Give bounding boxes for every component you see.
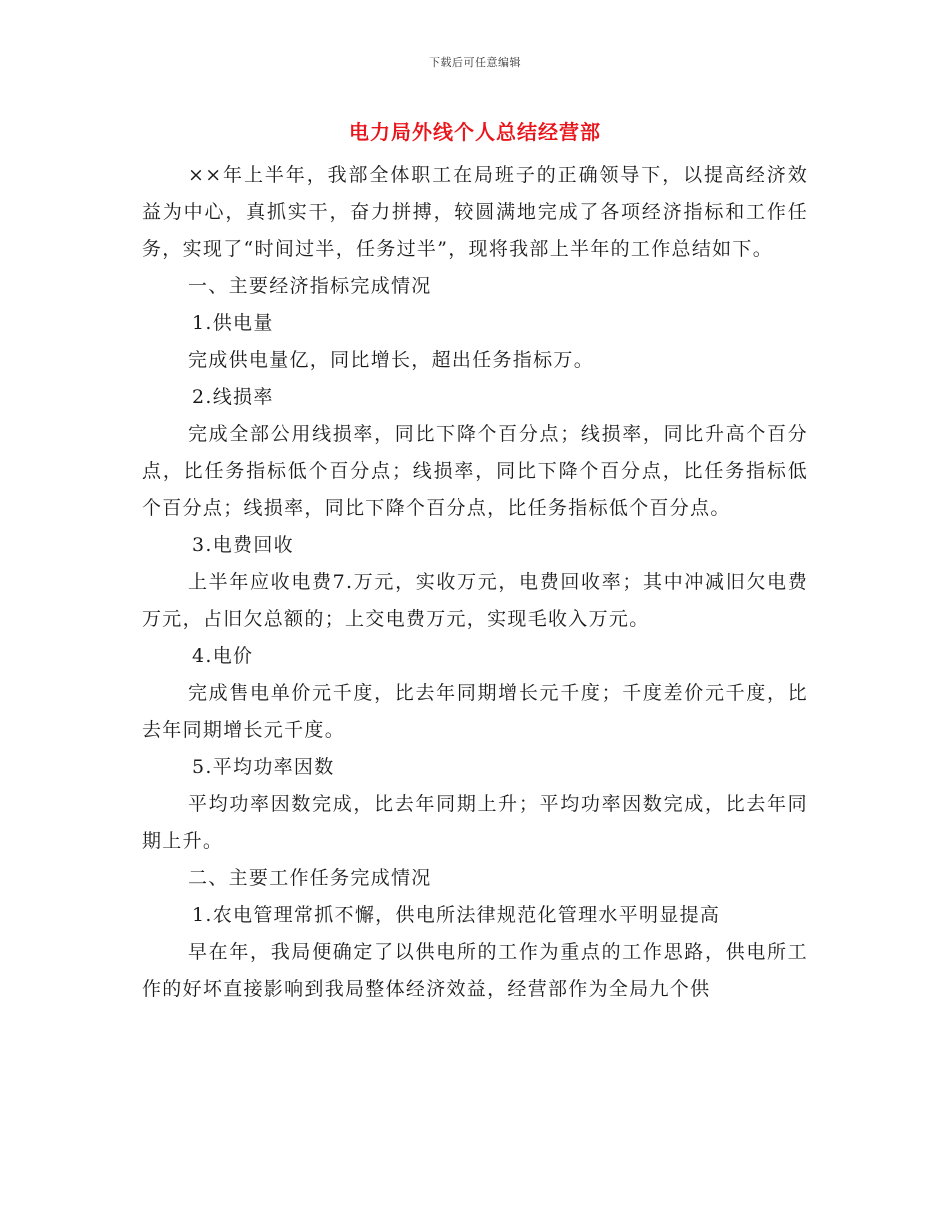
subheading-power-factor: 5.平均功率因数 bbox=[192, 756, 335, 778]
subheading-rural-management: 1.农电管理常抓不懈，供电所法律规范化管理水平明显提高 bbox=[192, 904, 721, 926]
paragraph-rural-management: 早在年，我局便确定了以供电所的工作为重点的工作思路，供电所工作的好坏直接影响到我局整体经济效益，经营部作为全局九个供 bbox=[142, 941, 808, 1000]
paragraph-intro: ××年上半年，我部全体职工在局班子的正确领导下，以提高经济效益为中心，真抓实干，奋力拼搏，较圆满地完成了各项经济指标和工作任务，实现了“时间过半，任务过半”，现将我部上半年的工作总结如下。 bbox=[142, 164, 808, 260]
paragraph-power-factor: 平均功率因数完成，比去年同期上升；平均功率因数完成，比去年同期上升。 bbox=[142, 793, 808, 852]
subheading-line-loss: 2.线损率 bbox=[192, 386, 274, 408]
section-heading-2: 二、主要工作任务完成情况 bbox=[188, 867, 432, 889]
subheading-fee-recovery: 3.电费回收 bbox=[192, 534, 294, 556]
subheading-price: 4.电价 bbox=[192, 645, 254, 667]
document-title: 电力局外线个人总结经营部 bbox=[349, 120, 601, 144]
header-note: 下载后可任意编辑 bbox=[429, 56, 521, 69]
document-body bbox=[142, 157, 808, 1008]
paragraph-price: 完成售电单价元千度，比去年同期增长元千度；千度差价元千度，比去年同期增长元千度。 bbox=[142, 682, 808, 741]
section-heading-1: 一、主要经济指标完成情况 bbox=[188, 275, 432, 297]
paragraph-fee-recovery: 上半年应收电费7.万元，实收万元，电费回收率；其中冲减旧欠电费万元，占旧欠总额的；上交电费万元，实现毛收入万元。 bbox=[142, 571, 808, 630]
paragraph-power-supply: 完成供电量亿，同比增长，超出任务指标万。 bbox=[188, 349, 595, 371]
subheading-power-supply: 1.供电量 bbox=[192, 312, 274, 334]
paragraph-line-loss: 完成全部公用线损率，同比下降个百分点；线损率，同比升高个百分点，比任务指标低个百分点；线损率，同比下降个百分点，比任务指标低个百分点；线损率，同比下降个百分点，比任务指标低个百分点。 bbox=[142, 423, 808, 519]
